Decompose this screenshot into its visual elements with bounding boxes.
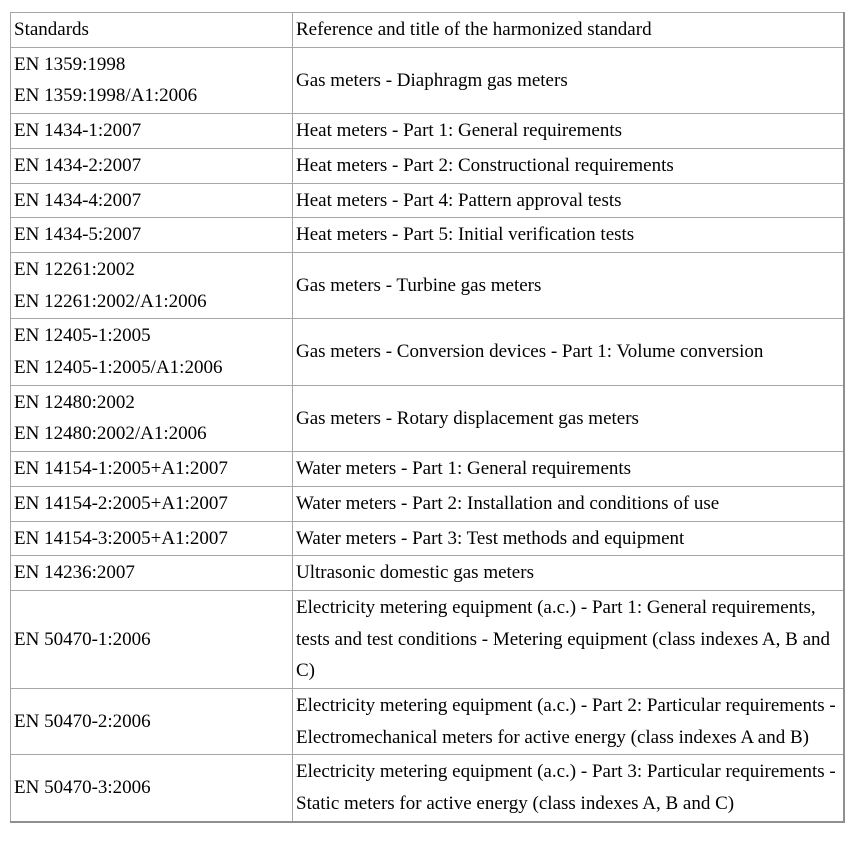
standard-code-amendment: EN 1359:1998/A1:2006 bbox=[14, 85, 198, 107]
standard-cell bbox=[11, 47, 293, 113]
table-row bbox=[11, 148, 844, 183]
standard-code: EN 14154-2:2005+A1:2007 bbox=[14, 492, 228, 514]
table-row bbox=[11, 183, 844, 218]
title-cell: Heat meters - Part 5: Initial verification tests bbox=[293, 218, 844, 253]
column-header-reference-title: Reference and title of the harmonized standard bbox=[293, 13, 844, 48]
table-row bbox=[11, 218, 844, 253]
standard-code: EN 1434-2:2007 bbox=[14, 154, 142, 176]
standard-cell bbox=[11, 521, 293, 556]
standard-cell bbox=[11, 556, 293, 591]
table-row bbox=[11, 452, 844, 487]
standard-code: EN 12405-1:2005 bbox=[14, 325, 151, 347]
title-cell: Heat meters - Part 2: Constructional requirements bbox=[293, 148, 844, 183]
title-cell: Electricity metering equipment (a.c.) - Part 3: Particular requirements - Static meters for active energy (class indexes A, B and C) bbox=[293, 755, 844, 822]
standard-cell bbox=[11, 183, 293, 218]
standard-code-amendment: EN 12405-1:2005/A1:2006 bbox=[14, 357, 223, 379]
standard-cell bbox=[11, 319, 293, 385]
standard-cell bbox=[11, 114, 293, 149]
table-row bbox=[11, 47, 844, 113]
table-row bbox=[11, 590, 844, 688]
title-cell: Water meters - Part 3: Test methods and equipment bbox=[293, 521, 844, 556]
standard-cell bbox=[11, 218, 293, 253]
title-cell: Water meters - Part 2: Installation and conditions of use bbox=[293, 486, 844, 521]
standard-code: EN 1434-4:2007 bbox=[14, 189, 142, 211]
standard-code: EN 1434-1:2007 bbox=[14, 120, 142, 142]
table-row bbox=[11, 486, 844, 521]
standard-cell bbox=[11, 148, 293, 183]
table-row bbox=[11, 385, 844, 451]
title-cell: Gas meters - Conversion devices - Part 1: Volume conversion bbox=[293, 319, 844, 385]
title-cell: Electricity metering equipment (a.c.) - Part 2: Particular requirements - Electromechanical meters for active energy (class indexes A and B) bbox=[293, 689, 844, 755]
title-cell: Water meters - Part 1: General requirements bbox=[293, 452, 844, 487]
title-cell: Gas meters - Diaphragm gas meters bbox=[293, 47, 844, 113]
standard-code: EN 1359:1998 bbox=[14, 53, 126, 75]
standard-code: EN 12261:2002 bbox=[14, 258, 135, 280]
standard-code: EN 14154-1:2005+A1:2007 bbox=[14, 458, 228, 480]
table-header-row bbox=[11, 13, 844, 48]
standard-cell bbox=[11, 689, 293, 755]
table-row bbox=[11, 556, 844, 591]
title-cell: Heat meters - Part 1: General requirements bbox=[293, 114, 844, 149]
title-cell: Heat meters - Part 4: Pattern approval tests bbox=[293, 183, 844, 218]
table-row bbox=[11, 521, 844, 556]
title-cell: Electricity metering equipment (a.c.) - Part 1: General requirements, tests and test conditions - Metering equipment (class indexes A, B and C) bbox=[293, 590, 844, 688]
standard-code: EN 50470-1:2006 bbox=[14, 628, 151, 650]
table-row bbox=[11, 319, 844, 385]
title-cell: Ultrasonic domestic gas meters bbox=[293, 556, 844, 591]
table-row bbox=[11, 114, 844, 149]
standard-cell bbox=[11, 486, 293, 521]
standard-code-amendment: EN 12480:2002/A1:2006 bbox=[14, 423, 207, 445]
standard-code: EN 1434-5:2007 bbox=[14, 224, 142, 246]
title-cell: Gas meters - Rotary displacement gas meters bbox=[293, 385, 844, 451]
standard-cell bbox=[11, 590, 293, 688]
standard-code: EN 14236:2007 bbox=[14, 562, 135, 584]
table-row bbox=[11, 755, 844, 822]
standard-code-amendment: EN 12261:2002/A1:2006 bbox=[14, 290, 207, 312]
harmonized-standards-table bbox=[10, 12, 845, 823]
standard-cell bbox=[11, 252, 293, 318]
standard-code: EN 12480:2002 bbox=[14, 391, 135, 413]
column-header-standards: Standards bbox=[11, 13, 293, 48]
table-row bbox=[11, 689, 844, 755]
title-cell: Gas meters - Turbine gas meters bbox=[293, 252, 844, 318]
standard-cell bbox=[11, 452, 293, 487]
standard-code: EN 50470-2:2006 bbox=[14, 710, 151, 732]
standard-code: EN 50470-3:2006 bbox=[14, 777, 151, 799]
table-row bbox=[11, 252, 844, 318]
standard-cell bbox=[11, 385, 293, 451]
standard-cell bbox=[11, 755, 293, 822]
standard-code: EN 14154-3:2005+A1:2007 bbox=[14, 527, 228, 549]
